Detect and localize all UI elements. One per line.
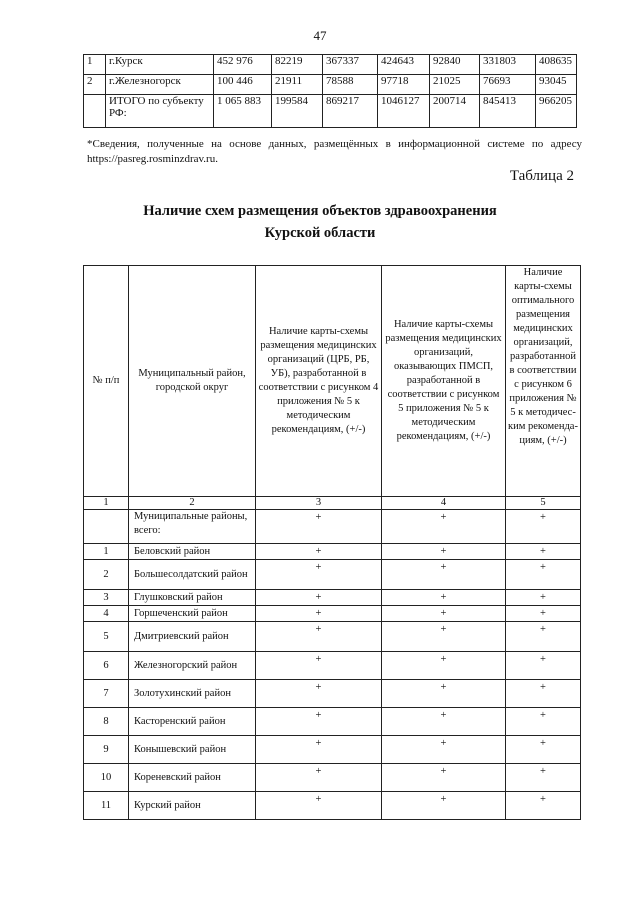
column-header: Наличие карты-схемы оптимального размещения медицинских организаций, разработанной в соответствии с рисунком 6 приложения № 5 к методичес-ким рекоменда-циям, (+/-) xyxy=(506,266,581,497)
row-number xyxy=(84,95,106,128)
cell-mark: + xyxy=(506,622,581,652)
row-number: 2 xyxy=(84,75,106,95)
cell-value: 1046127 xyxy=(378,95,430,128)
row-number: 10 xyxy=(84,764,129,792)
population-stats-table xyxy=(83,54,577,128)
cell-value: 424643 xyxy=(378,55,430,75)
cell-mark: + xyxy=(256,590,382,606)
row-number: 6 xyxy=(84,652,129,680)
cell-mark: + xyxy=(506,792,581,820)
table-row xyxy=(84,544,581,560)
table-row xyxy=(84,708,581,736)
table-row xyxy=(84,590,581,606)
column-number: 5 xyxy=(506,497,581,510)
column-number: 2 xyxy=(129,497,256,510)
cell-value: 367337 xyxy=(323,55,378,75)
row-number: 5 xyxy=(84,622,129,652)
column-header: Наличие карты-схемы размещения медицинских организаций (ЦРБ, РБ, УБ), разработанной в соответствии с рисунком 4 приложения № 5 к методическим рекомендациям, (+/-) xyxy=(256,266,382,497)
cell-mark: + xyxy=(256,606,382,622)
row-number: 9 xyxy=(84,736,129,764)
cell-mark: + xyxy=(506,708,581,736)
table-row xyxy=(84,736,581,764)
district-name: Дмитриевский район xyxy=(129,622,256,652)
row-number: 4 xyxy=(84,606,129,622)
table-row xyxy=(84,764,581,792)
column-header: Муниципальный район, городской округ xyxy=(129,266,256,497)
district-name: Золотухинский район xyxy=(129,680,256,708)
cell-value: 82219 xyxy=(272,55,323,75)
row-number: 1 xyxy=(84,55,106,75)
district-name: Беловский район xyxy=(129,544,256,560)
row-name: г.Железногорск xyxy=(106,75,214,95)
cell-mark: + xyxy=(256,560,382,590)
cell-mark: + xyxy=(382,544,506,560)
table-caption: Таблица 2 xyxy=(509,168,574,184)
table-row xyxy=(84,622,581,652)
cell-value: 93045 xyxy=(536,75,577,95)
column-number: 1 xyxy=(84,497,129,510)
page-number: 47 xyxy=(313,28,327,43)
title-line: Курской области xyxy=(264,225,376,241)
cell-mark: + xyxy=(382,622,506,652)
row-name: ИТОГО по субъекту РФ: xyxy=(106,95,214,128)
cell-value: 966205 xyxy=(536,95,577,128)
cell-value: 845413 xyxy=(480,95,536,128)
cell-value: 92840 xyxy=(430,55,480,75)
cell-value: 76693 xyxy=(480,75,536,95)
cell-mark: + xyxy=(382,792,506,820)
cell-mark: + xyxy=(382,680,506,708)
table-row xyxy=(84,55,577,75)
table-row xyxy=(84,606,581,622)
cell-mark: + xyxy=(256,792,382,820)
cell-value: 199584 xyxy=(272,95,323,128)
cell-value: 452 976 xyxy=(214,55,272,75)
cell-mark: + xyxy=(506,560,581,590)
row-name: г.Курск xyxy=(106,55,214,75)
table-row xyxy=(84,510,581,544)
column-number: 4 xyxy=(382,497,506,510)
cell-mark: + xyxy=(506,680,581,708)
cell-mark: + xyxy=(382,560,506,590)
cell-mark: + xyxy=(256,652,382,680)
section-title xyxy=(0,200,640,244)
district-name: Железногорский район xyxy=(129,652,256,680)
cell-mark: + xyxy=(256,708,382,736)
cell-value: 331803 xyxy=(480,55,536,75)
cell-mark: + xyxy=(256,736,382,764)
district-name: Большесолдатский район xyxy=(129,560,256,590)
title-line: Наличие схем размещения объектов здравоохранения xyxy=(143,203,497,219)
cell-mark: + xyxy=(382,736,506,764)
column-header: № п/п xyxy=(84,266,129,497)
district-name: Горшеченский район xyxy=(129,606,256,622)
cell-mark: + xyxy=(506,652,581,680)
cell-value: 1 065 883 xyxy=(214,95,272,128)
row-number: 1 xyxy=(84,544,129,560)
cell-mark: + xyxy=(506,544,581,560)
cell-value: 200714 xyxy=(430,95,480,128)
cell-mark: + xyxy=(256,622,382,652)
cell-mark: + xyxy=(506,736,581,764)
cell-mark: + xyxy=(256,764,382,792)
district-name: Конышевский район xyxy=(129,736,256,764)
row-number: 2 xyxy=(84,560,129,590)
table-row xyxy=(84,75,577,95)
cell-mark: + xyxy=(382,652,506,680)
header-row xyxy=(84,266,581,497)
footnote: *Сведения, полученные на основе данных, размещённых в информационной системе по адресу https://pasreg.rosminzdrav.ru. xyxy=(87,138,582,165)
cell-mark: + xyxy=(382,510,506,544)
cell-value: 21911 xyxy=(272,75,323,95)
cell-value: 21025 xyxy=(430,75,480,95)
cell-mark: + xyxy=(382,708,506,736)
cell-mark: + xyxy=(382,590,506,606)
district-name: Глушковский район xyxy=(129,590,256,606)
row-number: 8 xyxy=(84,708,129,736)
district-name: Кореневский район xyxy=(129,764,256,792)
table-row xyxy=(84,680,581,708)
cell-mark: + xyxy=(506,510,581,544)
cell-mark: + xyxy=(256,510,382,544)
cell-value: 869217 xyxy=(323,95,378,128)
district-name: Курский район xyxy=(129,792,256,820)
cell-value: 100 446 xyxy=(214,75,272,95)
row-number: 3 xyxy=(84,590,129,606)
table-row xyxy=(84,652,581,680)
row-number: 7 xyxy=(84,680,129,708)
cell-mark: + xyxy=(256,544,382,560)
row-number: 11 xyxy=(84,792,129,820)
district-name: Касторенский район xyxy=(129,708,256,736)
table-row xyxy=(84,792,581,820)
cell-mark: + xyxy=(382,606,506,622)
column-number-row xyxy=(84,497,581,510)
cell-value: 408635 xyxy=(536,55,577,75)
table-row-total xyxy=(84,95,577,128)
cell-mark: + xyxy=(506,606,581,622)
column-number: 3 xyxy=(256,497,382,510)
cell-mark: + xyxy=(382,764,506,792)
health-facility-maps-table xyxy=(83,265,581,820)
row-number xyxy=(84,510,129,544)
cell-mark: + xyxy=(506,764,581,792)
cell-mark: + xyxy=(506,590,581,606)
table-row xyxy=(84,560,581,590)
column-header: Наличие карты-схемы размещения медицинских организаций, оказывающих ПМСП, разработанной в соответствии с рисунком 5 приложения № 5 к методическим рекомендациям, (+/-) xyxy=(382,266,506,497)
cell-value: 97718 xyxy=(378,75,430,95)
cell-mark: + xyxy=(256,680,382,708)
cell-value: 78588 xyxy=(323,75,378,95)
district-name: Муниципальные районы, всего: xyxy=(129,510,256,544)
